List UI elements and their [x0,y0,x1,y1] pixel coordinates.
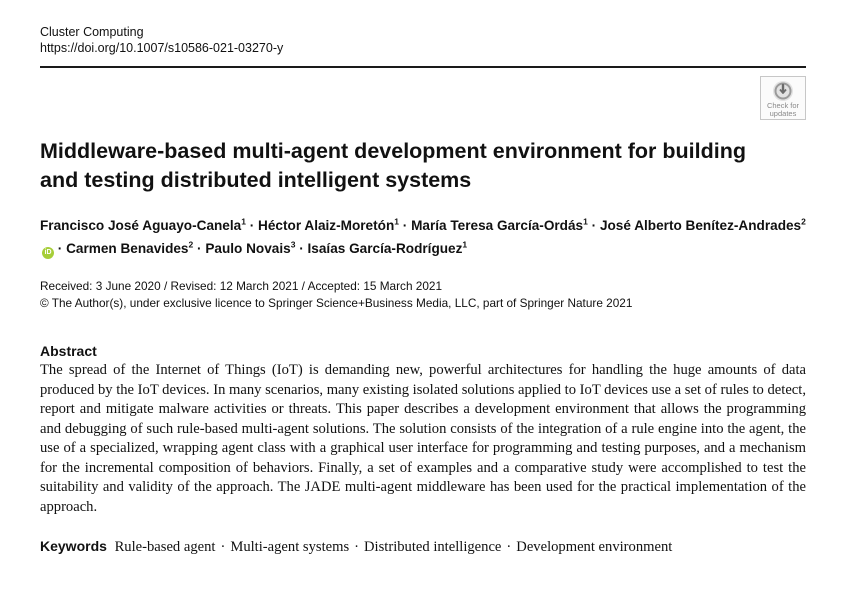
author-affiliation: 1 [583,216,588,227]
keywords-label: Keywords [40,538,107,554]
keyword-separator: · [354,539,360,555]
check-for-updates-icon [772,80,794,102]
orcid-icon[interactable]: iD [42,247,54,259]
author-list: Francisco José Aguayo-Canela$^1$ · Héctor Alaiz-Moretón$^1$ · María Teresa García-Ordás$^1$ · José Alberto Benítez-Andrades$^2$iD · Carmen Benavides$^2$ · Paulo Novais$^3$ · Isaías García-Rodríguez$^1$ [40,214,810,260]
author-name[interactable]: María Teresa García-Ordás [411,218,584,233]
author-affiliation: 1 [241,216,246,227]
keyword-separator: · [220,539,226,555]
author-affiliation: 1 [462,239,468,250]
badge-line-1: Check for [766,101,800,110]
check-for-updates-badge[interactable] [760,76,806,120]
revised-date: Revised: 12 March 2021 [170,279,299,293]
received-date: Received: 3 June 2020 [40,279,161,293]
author-name[interactable]: Francisco José Aguayo-Canela [40,218,242,233]
keyword: Multi-agent systems [230,539,350,555]
author-affiliation: 2 [188,239,194,250]
copyright-notice: © The Author(s), under exclusive licence to Springer Science+Business Media, LLC, part of Springer Nature 2021 [40,296,633,310]
abstract-heading: Abstract [40,343,97,359]
keyword: Distributed intelligence [364,539,502,555]
author-name[interactable]: Isaías García-Rodríguez [307,241,463,256]
journal-name: Cluster Computing [40,25,144,39]
keyword: Rule-based agent [114,539,216,555]
author-affiliation: 1 [394,216,399,227]
author-affiliation: 2 [801,216,806,227]
keywords [40,537,672,556]
author-name[interactable]: Carmen Benavides [66,241,189,256]
keyword-separator: · [506,539,512,555]
doi-link[interactable]: https://doi.org/10.1007/s10586-021-03270-y [40,41,284,55]
accepted-date: Accepted: 15 March 2021 [307,279,443,293]
author-affiliation: 3 [290,239,296,250]
author-name[interactable]: Héctor Alaiz-Moretón [258,218,395,233]
badge-line-2: updates [769,109,797,118]
author-name[interactable]: José Alberto Benítez-Andrades [599,218,802,233]
author-name[interactable]: Paulo Novais [205,241,291,256]
abstract-text: The spread of the Internet of Things (IoT) is demanding new, powerful architectures for handling the huge amounts of data produced by the IoT devices. In many scenarios, many existing isolated solutions applied to IoT devices use a set of rules to detect, report and mitigate malware activities or threats. This paper describes a development environment that allows the programming and debugging of such rule-based multi-agent solutions. The solution consists of the integration of a rule engine into the agent, the use of a specialized, wrapping agent class with a graphical user interface for programming and testing purposes, and a mechanism for the incremental composition of behaviors. Finally, a set of examples and a comparative study were accomplished to test the suitability and validity of the approach. The JADE multi-agent middleware has been used for the practical implementation of the approach. [40,362,806,515]
article-history: Received: 3 June 2020 / Revised: 12 March 2021 / Accepted: 15 March 2021 [40,279,443,293]
keyword: Development environment [516,539,673,555]
header-divider [40,66,806,68]
paper-title: Middleware-based multi-agent development environment for building and testing distributed intelligent systems [40,139,746,192]
